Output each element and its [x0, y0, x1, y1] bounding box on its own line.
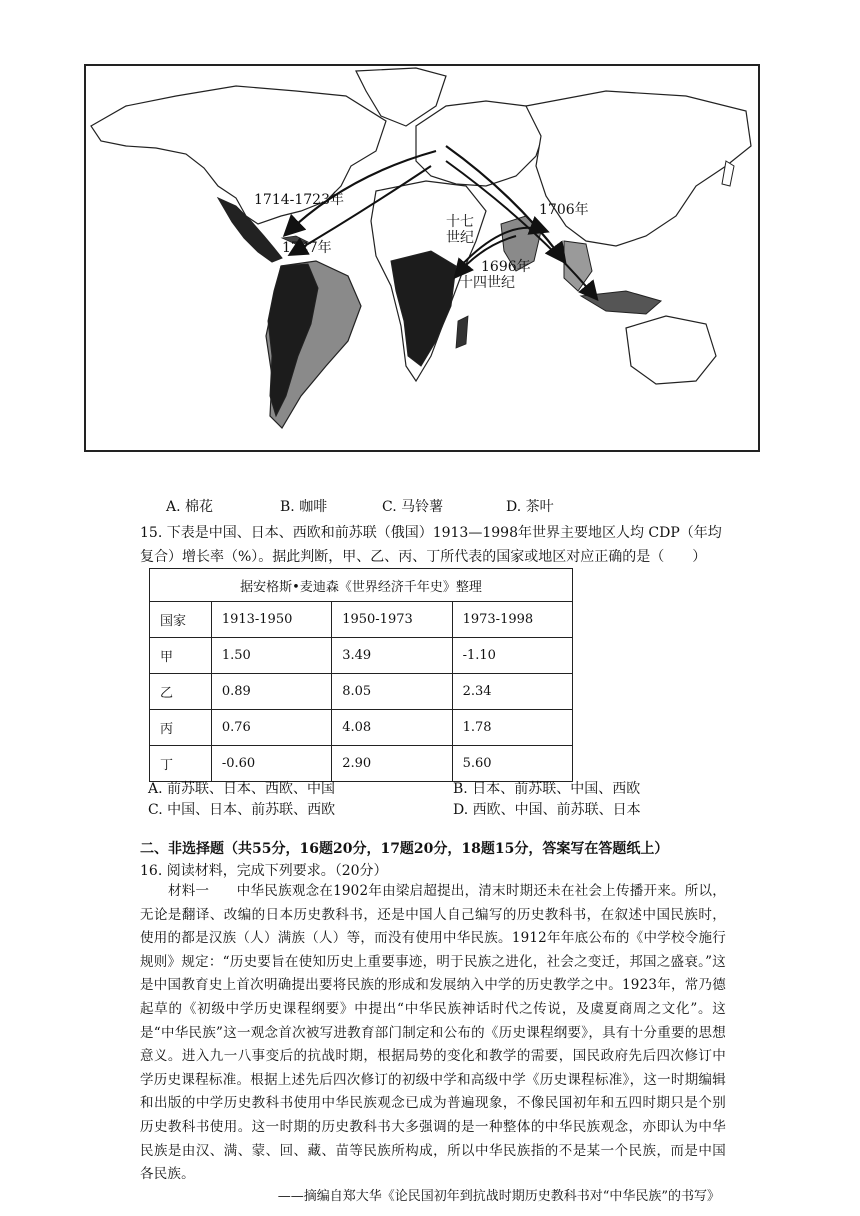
q15-option-a: A. 前苏联、日本、西欧、中国	[148, 781, 336, 797]
table-header: 1950-1973	[332, 602, 452, 638]
table-cell: 3.49	[332, 638, 452, 674]
material-one-paragraph: 材料一 中华民族观念在1902年由梁启超提出，清末时期还未在社会上传播开来。所以，无论是翻译、改编的日本历史教科书，还是中国人自己编写的历史教科书，在叙述中国民族时，使用的都是汉族（人）满族（人）等，而没有使用中华民族。1912年年底公布的《中学校令施行规则》规定：“历史要旨在使知历史上重要事迹，明于民族之进化，社会之变迁，邦国之盛衰。”这是中国教育史上首次明确提出要将民族的形成和发展纳入中学的历史教学之中。1923年，常乃德起草的《初级中学历史课程纲要》中提出“中华民族神话时代之传说，及虞夏商周之文化”。这是“中华民族”这一观念首次被写进教育部门制定和公布的《历史课程纲要》，具有十分重要的思想意义。进入九一八事变后的抗战时期，根据局势的变化和教学的需要，国民政府先后四次修订中学历史课程标准。根据上述先后四次修订的初级中学和高级中学《历史课程标准》，这一时期编辑和出版的中学历史教科书使用中华民族观念已成为普遍现象，不像民国初年和五四时期只是个别历史教科书使用。这一时期的历史教科书大多强调的是一种整体的中华民族观念，亦即认为中华民族是由汉、满、蒙、回、藏、苗等民族所构成，所以中华民族指的不是某一个民族，而是中国各民族。	[140, 883, 726, 1183]
table-cell: -0.60	[211, 746, 331, 782]
q15-option-c: C. 中国、日本、前苏联、西欧	[148, 802, 336, 818]
map-label-17c: 十七	[446, 214, 474, 230]
table-cell: 1.50	[211, 638, 331, 674]
map-label-1706: 1706年	[539, 202, 589, 218]
map-label-17c-2: 世纪	[446, 230, 474, 246]
table-cell: 2.34	[452, 674, 572, 710]
table-row	[150, 746, 573, 782]
map-label-1714: 1714-1723年	[254, 192, 344, 208]
section-title: 二、非选择题（共55分，16题20分，17题20分，18题15分，答案写在答题纸上）	[140, 841, 669, 857]
q14-option-d: D. 茶叶	[506, 499, 554, 515]
map-label-1727: 1727年	[282, 240, 332, 256]
table-row	[150, 674, 573, 710]
table-cell: 丁	[150, 746, 212, 782]
material-citation: ——摘编自郑大华《论民国初年到抗战时期历史教科书对“中华民族”的书写》	[277, 1189, 720, 1204]
q15-option-d: D. 西欧、中国、前苏联、日本	[453, 802, 641, 818]
table-cell: -1.10	[452, 638, 572, 674]
table-row	[150, 638, 573, 674]
map-label-14c: 十四世纪	[459, 275, 515, 291]
q15-option-b: B. 日本、前苏联、中国、西欧	[453, 781, 641, 797]
table-cell: 1.78	[452, 710, 572, 746]
table-header-row	[150, 602, 573, 638]
table-cell: 丙	[150, 710, 212, 746]
gdp-growth-table	[149, 568, 573, 782]
table-cell: 0.76	[211, 710, 331, 746]
table-header: 1973-1998	[452, 602, 572, 638]
africa-dark-region	[391, 251, 456, 366]
world-map-svg	[86, 66, 758, 450]
q14-option-a: A. 棉花	[166, 499, 214, 515]
table-cell: 5.60	[452, 746, 572, 782]
table-cell: 2.90	[332, 746, 452, 782]
q15-stem: 15. 下表是中国、日本、西欧和前苏联（俄国）1913—1998年世界主要地区人均 CDP（年均复合）增长率（%）。据此判断，甲、乙、丙、丁所代表的国家或地区对应正确的是（ ）	[140, 525, 722, 565]
table-cell: 乙	[150, 674, 212, 710]
table-caption: 据安格斯•麦迪森《世界经济千年史》整理	[150, 569, 573, 602]
world-map	[84, 64, 760, 452]
table-cell: 4.08	[332, 710, 452, 746]
table-cell: 0.89	[211, 674, 331, 710]
madagascar-island	[456, 316, 468, 348]
q16-stem: 16. 阅读材料，完成下列要求。（20分）	[140, 863, 388, 879]
asia-landmass	[526, 91, 751, 246]
table-cell: 8.05	[332, 674, 452, 710]
q14-option-b: B. 咖啡	[280, 499, 328, 515]
q14-option-c: C. 马铃薯	[382, 499, 444, 515]
australia-landmass	[626, 316, 716, 384]
table-header: 国家	[150, 602, 212, 638]
table-header: 1913-1950	[211, 602, 331, 638]
table-row	[150, 710, 573, 746]
map-label-1696: 1696年	[481, 259, 531, 275]
table-cell: 甲	[150, 638, 212, 674]
